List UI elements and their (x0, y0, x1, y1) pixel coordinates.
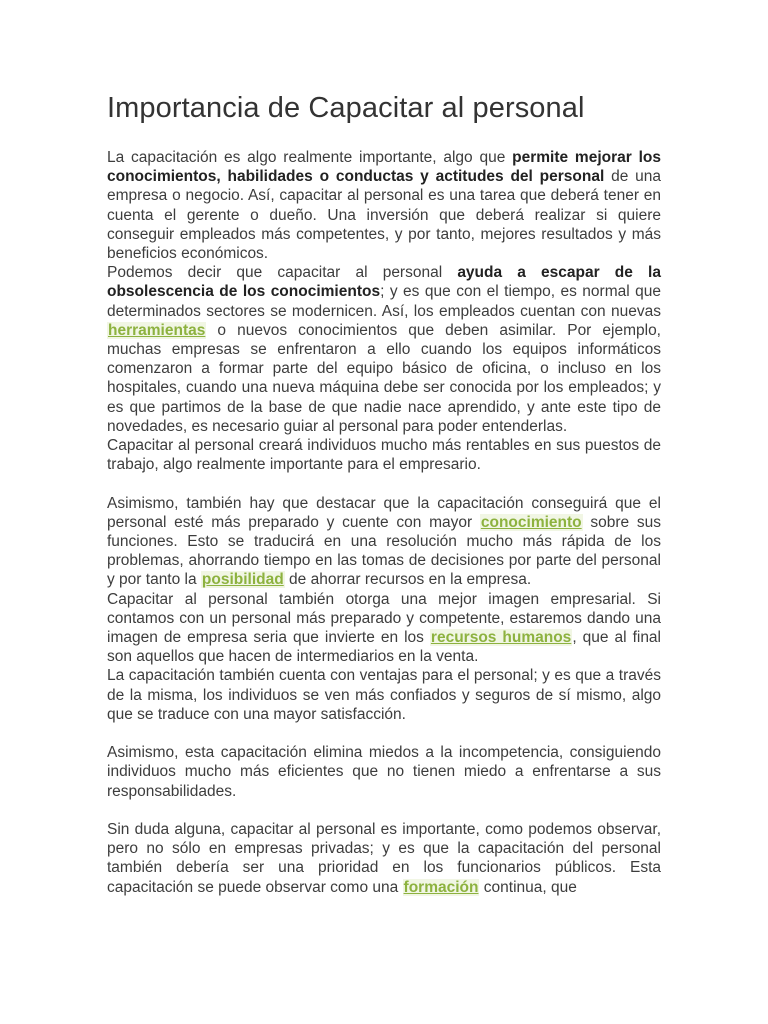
paragraph-text: La capacitación es algo realmente importante, algo que (107, 149, 513, 166)
link-herramientas[interactable]: herramientas (108, 321, 206, 339)
paragraph-text: Sin duda alguna, capacitar al personal es importante, como podemos observar, pero no sólo en empresas privadas; y es que la capacitación del personal también debería ser una prioridad en los funcionarios públicos. Esta capacitación se puede observar como una (107, 821, 661, 896)
paragraph-text: continua, que (479, 878, 577, 896)
paragraph-text: Asimismo, también hay que destacar que la capacitación conseguirá que el personal esté más preparado y cuente con mayor (107, 494, 661, 531)
paragraph-text: de una empresa o negocio. Así, capacitar al personal es una tarea que deberá tener en cuenta el gerente o dueño. Una inversión que deberá realizar si quiere conseguir empleados más competentes, y por tanto, mejores resultados y más beneficios económicos. (107, 168, 661, 263)
paragraph-8 (107, 820, 661, 897)
paragraph-text: Podemos decir que capacitar al personal (107, 264, 458, 282)
document-page (107, 88, 661, 897)
link-posibilidad[interactable]: posibilidad (201, 571, 284, 589)
paragraph-text: sobre sus funciones. Esto se traducirá en una resolución mucho más rápida de los problemas, ahorrando tiempo en las tomas de decisiones por parte del personal y por tanto la (107, 513, 661, 589)
bold-text: ayuda a escapar de la obsolescencia de los conocimientos (107, 264, 661, 301)
paragraph-text: ; y es que con el tiempo, es normal que determinados sectores se modernicen. Así, los empleados cuentan con nuevas (107, 283, 661, 320)
paragraph-7: Asimismo, esta capacitación elimina miedos a la incompetencia, consiguiendo individuos mucho más eficientes que no tienen miedo a enfrentarse a sus responsabilidades. (107, 744, 661, 800)
paragraph-text: , que al final son aquellos que hacen de intermediarios en la venta. (107, 629, 661, 666)
link-recursos-humanos[interactable]: recursos humanos (430, 629, 572, 647)
paragraph-3: Capacitar al personal creará individuos mucho más rentables en sus puestos de trabajo, algo realmente importante para el empresario. (107, 437, 661, 474)
paragraph-text: Capacitar al personal también otorga una mejor imagen empresarial. Si contamos con un personal más preparado y competente, estaremos dando una imagen de empresa seria que invierte en los (107, 590, 661, 647)
paragraph-text: o nuevos conocimientos que deben asimilar. Por ejemplo, muchas empresas se enfrentaron a ello cuando los equipos informáticos comenzaron a formar parte del equipo básico de oficina, o incluso en los hospitales, cuando una nueva máquina debe ser conocida por los empleados; y es que partimos de la base de que nadie nace aprendido, y ante este tipo de novedades, es necesario guiar al personal para poder entenderlas. (107, 321, 661, 435)
paragraph-6: La capacitación también cuenta con ventajas para el personal; y es que a través de la misma, los individuos se ven más confiados y seguros de sí mismo, algo que se traduce con una mayor satisfacción. (107, 667, 661, 723)
page-title: Importancia de Capacitar al personal (107, 92, 585, 124)
paragraph-text: de ahorrar recursos en la empresa. (284, 571, 532, 589)
paragraph-5 (107, 590, 661, 667)
paragraph-4 (107, 494, 661, 590)
paragraph-2 (107, 263, 661, 436)
bold-text: permite mejorar los conocimientos, habilidades o conductas y actitudes del personal (107, 149, 661, 186)
link-formacion[interactable]: formación (403, 878, 479, 896)
link-conocimiento[interactable]: conocimiento (480, 513, 582, 531)
paragraph-1 (107, 148, 661, 263)
